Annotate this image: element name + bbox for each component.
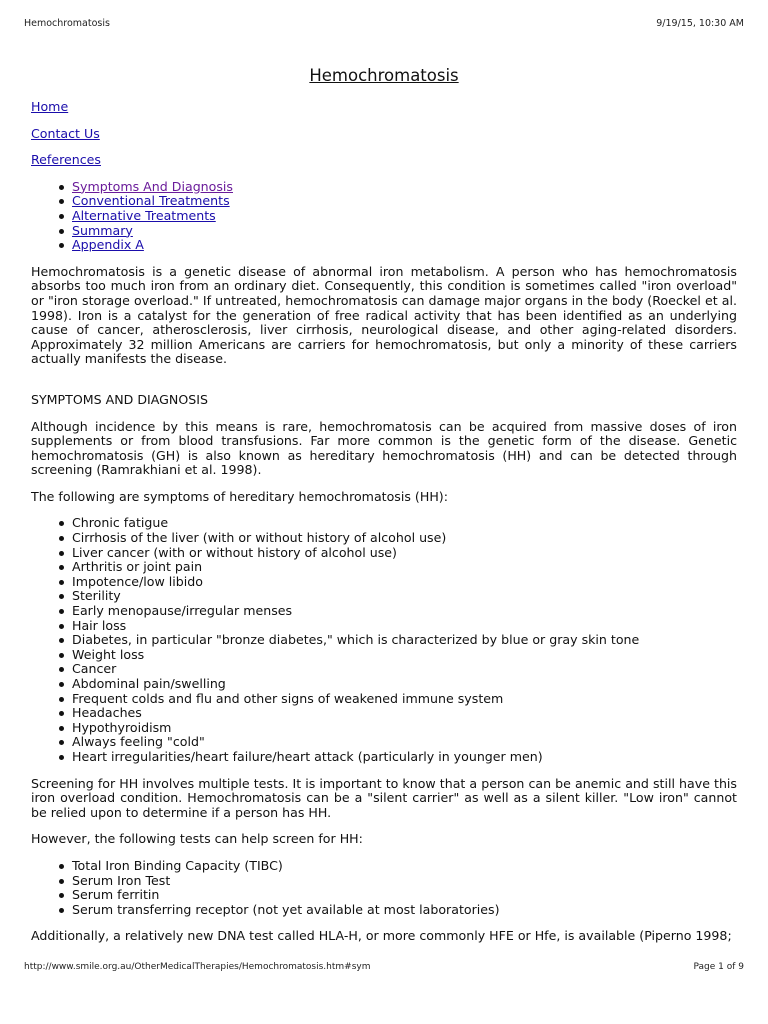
toc-item bbox=[72, 238, 737, 253]
toc-item bbox=[72, 180, 737, 195]
list-item: Hypothyroidism bbox=[72, 721, 737, 736]
toc-item bbox=[72, 194, 737, 209]
symptoms-intro-paragraph: The following are symptoms of hereditary hemochromatosis (HH): bbox=[31, 488, 448, 504]
print-footer-page-number: Page 1 of 9 bbox=[693, 962, 744, 972]
toc-link-appendix-a[interactable]: Appendix A bbox=[72, 237, 144, 253]
list-item: Serum transferring receptor (not yet available at most laboratories) bbox=[72, 903, 737, 918]
intro-paragraph: Hemochromatosis is a genetic disease of abnormal iron metabolism. A person who has hemochromatosis absorbs too much iron from an ordinary diet. Consequently, this condition is sometimes called "iron overload" or "iron storage overload." If untreated, hemochromatosis can damage major organs in the body (Roeckel et al. 1998). Iron is a catalyst for the generation of free radical activity that has been identified as an underlying cause of cancer, atherosclerosis, liver cirrhosis, neurological disease, and other aging-related disorders. Approximately 32 million Americans are carriers for hemochromatosis, but only a minority of these carriers actually manifests the disease. bbox=[31, 263, 737, 367]
list-item: Total Iron Binding Capacity (TIBC) bbox=[72, 859, 737, 874]
tests-list bbox=[31, 859, 737, 917]
list-item: Headaches bbox=[72, 706, 737, 721]
list-item: Early menopause/irregular menses bbox=[72, 604, 737, 619]
table-of-contents bbox=[31, 180, 737, 253]
toc-link-conventional-treatments[interactable]: Conventional Treatments bbox=[72, 193, 230, 209]
list-item: Serum Iron Test bbox=[72, 874, 737, 889]
home-link[interactable]: Home bbox=[31, 99, 69, 114]
section-heading-symptoms: SYMPTOMS AND DIAGNOSIS bbox=[31, 391, 208, 407]
print-header-datetime: 9/19/15, 10:30 AM bbox=[656, 18, 744, 29]
list-item: Arthritis or joint pain bbox=[72, 560, 737, 575]
print-footer-url: http://www.smile.org.au/OtherMedicalTherapies/Hemochromatosis.htm#sym bbox=[24, 962, 371, 972]
toc-item bbox=[72, 209, 737, 224]
tests-intro-paragraph: However, the following tests can help screen for HH: bbox=[31, 831, 363, 847]
list-item: Always feeling "cold" bbox=[72, 735, 737, 750]
symptoms-list bbox=[31, 516, 737, 764]
toc-link-symptoms[interactable]: Symptoms And Diagnosis bbox=[72, 178, 233, 194]
list-item: Heart irregularities/heart failure/heart attack (particularly in younger men) bbox=[72, 750, 737, 765]
dna-test-paragraph: Additionally, a relatively new DNA test called HLA-H, or more commonly HFE or Hfe, is available (Piperno 1998; bbox=[31, 928, 732, 944]
list-item: Abdominal pain/swelling bbox=[72, 677, 737, 692]
list-item: Frequent colds and flu and other signs of weakened immune system bbox=[72, 692, 737, 707]
list-item: Serum ferritin bbox=[72, 888, 737, 903]
list-item: Cirrhosis of the liver (with or without history of alcohol use) bbox=[72, 531, 737, 546]
list-item: Liver cancer (with or without history of alcohol use) bbox=[72, 546, 737, 561]
list-item: Impotence/low libido bbox=[72, 575, 737, 590]
list-item: Diabetes, in particular "bronze diabetes," which is characterized by blue or gray skin tone bbox=[72, 633, 737, 648]
list-item: Sterility bbox=[72, 589, 737, 604]
incidence-paragraph: Although incidence by this means is rare, hemochromatosis can be acquired from massive doses of iron supplements or from blood transfusions. Far more common is the genetic form of the disease. Genetic hemochromatosis (GH) is also known as hereditary hemochromatosis (HH) and can be detected through screening (Ramrakhiani et al. 1998). bbox=[31, 418, 737, 478]
toc-link-summary[interactable]: Summary bbox=[72, 222, 133, 238]
contact-us-link[interactable]: Contact Us bbox=[31, 125, 100, 141]
document-body bbox=[31, 66, 737, 944]
list-item: Chronic fatigue bbox=[72, 516, 737, 531]
toc-link-alternative-treatments[interactable]: Alternative Treatments bbox=[72, 207, 216, 223]
print-header-title: Hemochromatosis bbox=[24, 18, 110, 29]
page-title: Hemochromatosis bbox=[309, 66, 459, 85]
toc-item bbox=[72, 224, 737, 239]
list-item: Weight loss bbox=[72, 648, 737, 663]
screening-paragraph: Screening for HH involves multiple tests. It is important to know that a person can be anemic and still have this iron overload condition. Hemochromatosis can be a "silent carrier" as well as a silent killer. "Low iron" cannot be relied upon to determine if a person has HH. bbox=[31, 775, 737, 820]
references-link[interactable]: References bbox=[31, 152, 101, 168]
list-item: Hair loss bbox=[72, 619, 737, 634]
list-item: Cancer bbox=[72, 662, 737, 677]
